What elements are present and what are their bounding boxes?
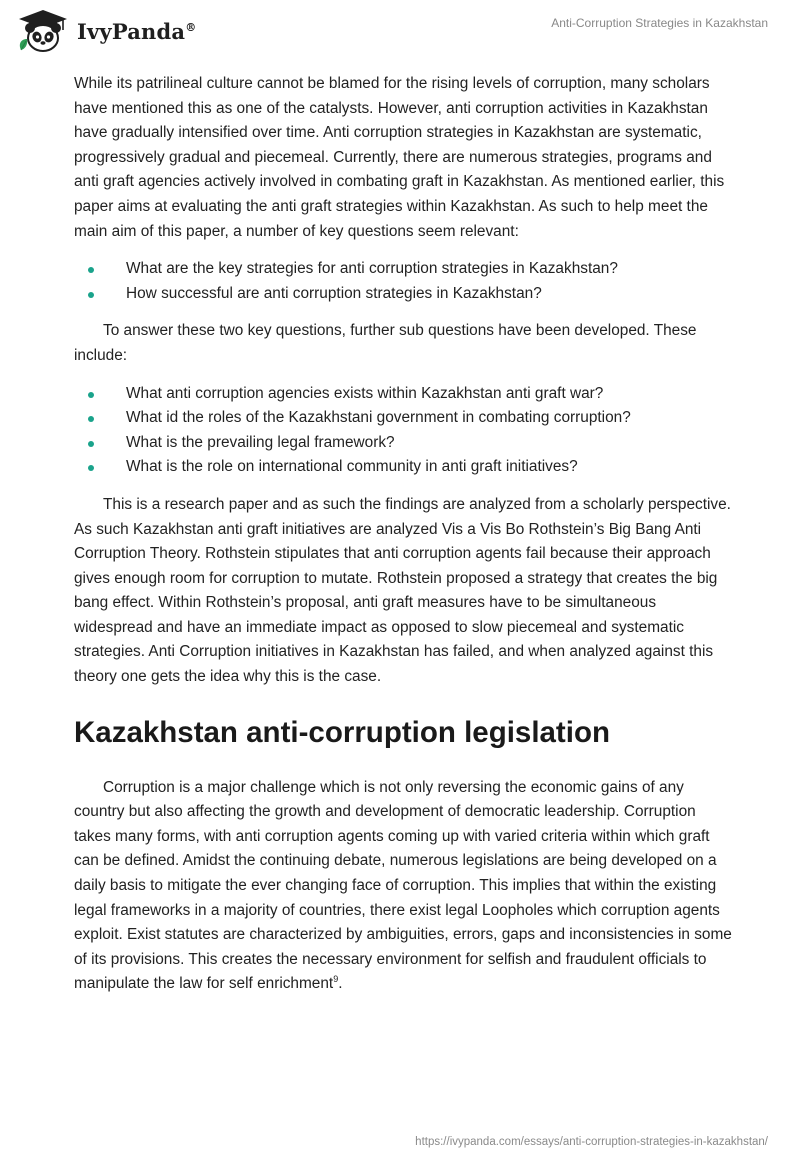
paragraph-2: To answer these two key questions, further sub questions have been developed. These include:: [74, 322, 697, 364]
bullet-icon: [88, 392, 94, 398]
bullet-icon: [88, 441, 94, 447]
list-item: What are the key strategies for anti corruption strategies in Kazakhstan?: [74, 257, 734, 282]
list-item: What is the prevailing legal framework?: [74, 431, 734, 456]
article-body: [74, 72, 734, 997]
footnote-marker[interactable]: 9: [333, 974, 339, 985]
bullet-icon: [88, 465, 94, 471]
ivypanda-logo[interactable]: [15, 8, 196, 54]
paragraph-4: Corruption is a major challenge which is not only reversing the economic gains of any country but also affecting the growth and development of democratic leadership. Corruption takes many forms, with anti corruption agents coming up with varied criteria within which graft can be defined. Amidst the continuing debate, numerous legislations are being developed on a daily basis to mitigate the ever changing face of corruption. This implies that within the existing legal frameworks in a majority of countries, there exist legal Loopholes which corruption agents exploit. Exist statutes are characterized by ambiguities, errors, gaps and inconsistencies in some of its provisions. This creates the necessary environment for selfish and fraudulent officials to manipulate the law for self enrichment$^9$.: [74, 778, 732, 993]
list-item: What id the roles of the Kazakhstani government in combating corruption?: [74, 406, 734, 431]
sub-questions-list: [74, 382, 734, 480]
bullet-icon: [88, 267, 94, 273]
bullet-icon: [88, 292, 94, 298]
source-url[interactable]: https://ivypanda.com/essays/anti-corruption-strategies-in-kazakhstan/: [415, 1136, 768, 1148]
paragraph-1: While its patrilineal culture cannot be blamed for the rising levels of corruption, many scholars have mentioned this as one of the catalysts. However, anti corruption activities in Kazakhstan have gradually intensified over time. Anti corruption strategies in Kazakhstan are systematic, progressively gradual and piecemeal. Currently, there are numerous strategies, programs and anti graft agencies actively involved in combating graft in Kazakhstan. As mentioned earlier, this paper aims at evaluating the anti graft strategies within Kazakhstan. As such to help meet the main aim of this paper, a number of key questions seem relevant:: [74, 75, 725, 240]
brand-name: IvyPanda®: [77, 18, 197, 44]
list-item: What anti corruption agencies exists within Kazakhstan anti graft war?: [74, 382, 734, 407]
key-questions-list: [74, 257, 734, 306]
document-title: Anti-Corruption Strategies in Kazakhstan: [551, 16, 768, 30]
bullet-icon: [88, 416, 94, 422]
section-heading: Kazakhstan anti-corruption legislation: [74, 715, 610, 749]
paragraph-3: This is a research paper and as such the findings are analyzed from a scholarly perspective. As such Kazakhstan anti graft initiatives are analyzed Vis a Vis Bo Rothstein’s Big Bang Anti Corruption Theory. Rothstein stipulates that anti corruption agents fail because their approach gives enough room for corruption to mutate. Rothstein proposed a strategy that creates the big bang effect. Within Rothstein’s proposal, anti graft measures have to be simultaneous widespread and have an immediate impact as opposed to slow piecemeal and systematic strategies. Anti Corruption initiatives in Kazakhstan has failed, and when analyzed against this theory one gets the idea why this is the case.: [74, 495, 731, 686]
page-header: [0, 0, 800, 64]
list-item: What is the role on international community in anti graft initiatives?: [74, 455, 734, 480]
panda-graduate-icon: [15, 8, 71, 54]
list-item: How successful are anti corruption strategies in Kazakhstan?: [74, 282, 734, 307]
